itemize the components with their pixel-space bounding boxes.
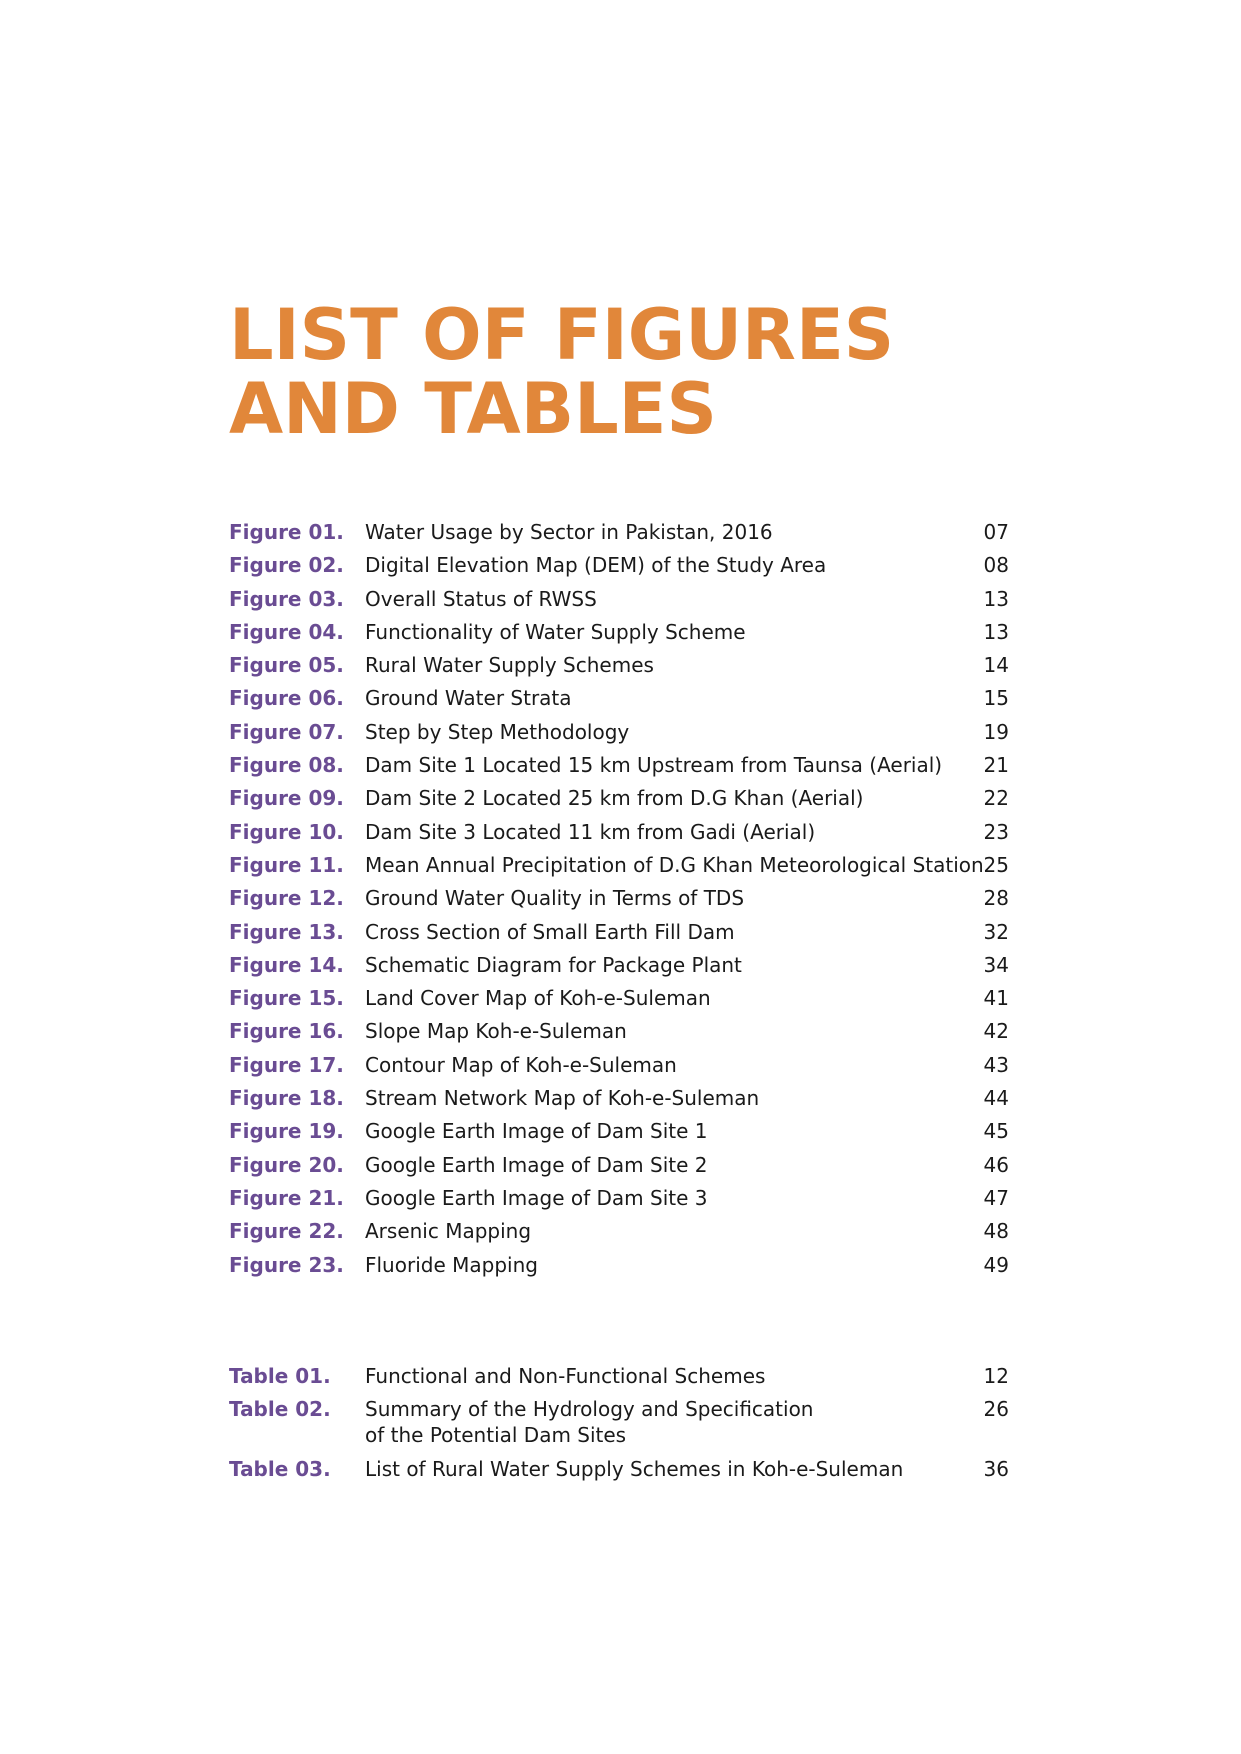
entry-title: Fluoride Mapping — [365, 1252, 538, 1277]
entry-label: Figure 12. — [229, 886, 344, 911]
figure-entry[interactable] — [229, 816, 1009, 849]
entry-title: Schematic Diagram for Package Plant — [365, 952, 742, 977]
entry-label: Figure 17. — [229, 1052, 344, 1077]
figure-entry[interactable] — [229, 616, 1009, 649]
entry-title: Step by Step Methodology — [365, 719, 630, 744]
entry-label: Table 03. — [229, 1457, 331, 1482]
entry-title: Water Usage by Sector in Pakistan, 2016 — [365, 520, 773, 544]
entry-title: Contour Map of Koh-e-Suleman — [365, 1052, 677, 1077]
entry-label: Table 02. — [229, 1397, 331, 1422]
entry-label: Figure 10. — [229, 819, 344, 844]
entry-page: 13 — [983, 619, 1009, 644]
entry-page: 49 — [983, 1252, 1009, 1277]
entry-page: 43 — [983, 1052, 1009, 1077]
entry-page: 23 — [983, 819, 1009, 844]
list-of-tables — [229, 1360, 1009, 1487]
entry-title: Ground Water Strata — [365, 686, 572, 711]
figure-entry[interactable] — [229, 1015, 1009, 1048]
entry-label: Figure 07. — [229, 719, 344, 744]
figure-entry[interactable] — [229, 1215, 1009, 1248]
figure-entry[interactable] — [229, 849, 1009, 882]
figure-entry[interactable] — [229, 882, 1009, 915]
entry-page: 42 — [983, 1019, 1009, 1044]
entry-title: Ground Water Quality in Terms of TDS — [365, 886, 745, 911]
figure-entry[interactable] — [229, 1249, 1009, 1282]
entry-label: Figure 02. — [229, 553, 344, 578]
entry-title: Rural Water Supply Schemes — [365, 653, 654, 678]
entry-label: Figure 13. — [229, 919, 344, 944]
entry-title: Slope Map Koh-e-Suleman — [365, 1019, 627, 1044]
table-entry[interactable] — [229, 1393, 1009, 1453]
entry-title — [365, 1393, 965, 1448]
entry-page: 36 — [983, 1457, 1009, 1482]
entry-title: Digital Elevation Map (DEM) of the Study Area — [365, 553, 827, 578]
entry-title: Functional and Non-Functional Schemes — [365, 1364, 766, 1388]
entry-title: Arsenic Mapping — [365, 1219, 532, 1244]
entry-title: Overall Status of RWSS — [365, 586, 597, 611]
page-title — [229, 294, 895, 450]
entry-label: Table 01. — [229, 1364, 331, 1388]
figure-entry[interactable] — [229, 749, 1009, 782]
table-entry[interactable] — [229, 1453, 1009, 1486]
entry-label: Figure 14. — [229, 952, 344, 977]
figure-entry[interactable] — [229, 1149, 1009, 1182]
entry-page: 07 — [983, 520, 1009, 544]
entry-page: 41 — [983, 986, 1009, 1011]
entry-label: Figure 04. — [229, 619, 344, 644]
figure-entry[interactable] — [229, 916, 1009, 949]
entry-title: Google Earth Image of Dam Site 1 — [365, 1119, 708, 1144]
entry-title: Land Cover Map of Koh-e-Suleman — [365, 986, 711, 1011]
figure-entry[interactable] — [229, 516, 1009, 549]
page-title-line-1: LIST OF FIGURES — [229, 294, 895, 376]
entry-title: Stream Network Map of Koh-e-Suleman — [365, 1086, 760, 1111]
figure-entry[interactable] — [229, 549, 1009, 582]
entry-page: 46 — [983, 1152, 1009, 1177]
entry-title: Cross Section of Small Earth Fill Dam — [365, 919, 735, 944]
entry-label: Figure 21. — [229, 1185, 344, 1210]
entry-page: 13 — [983, 586, 1009, 611]
entry-page: 22 — [983, 786, 1009, 811]
entry-label: Figure 05. — [229, 653, 344, 678]
entry-title: Mean Annual Precipitation of D.G Khan Meteorological Station — [365, 852, 984, 877]
entry-label: Figure 15. — [229, 986, 344, 1011]
figure-entry[interactable] — [229, 1115, 1009, 1148]
entry-label: Figure 18. — [229, 1086, 344, 1111]
entry-label: Figure 08. — [229, 753, 344, 778]
figure-entry[interactable] — [229, 1082, 1009, 1115]
entry-title-line-2: of the Potential Dam Sites — [365, 1423, 627, 1448]
entry-label: Figure 20. — [229, 1152, 344, 1177]
figure-entry[interactable] — [229, 583, 1009, 616]
entry-label: Figure 03. — [229, 586, 344, 611]
entry-page: 34 — [983, 952, 1009, 977]
entry-page: 47 — [983, 1185, 1009, 1210]
figure-entry[interactable] — [229, 949, 1009, 982]
entry-page: 14 — [983, 653, 1009, 678]
entry-label: Figure 01. — [229, 520, 344, 544]
figure-entry[interactable] — [229, 782, 1009, 815]
entry-page: 15 — [983, 686, 1009, 711]
entry-label: Figure 22. — [229, 1219, 344, 1244]
table-entry[interactable] — [229, 1360, 1009, 1393]
entry-label: Figure 11. — [229, 852, 344, 877]
entry-page: 45 — [983, 1119, 1009, 1144]
figure-entry[interactable] — [229, 682, 1009, 715]
entry-title: Dam Site 1 Located 15 km Upstream from Taunsa (Aerial) — [365, 753, 943, 778]
entry-page: 44 — [983, 1086, 1009, 1111]
figure-entry[interactable] — [229, 1049, 1009, 1082]
figure-entry[interactable] — [229, 716, 1009, 749]
entry-label: Figure 09. — [229, 786, 344, 811]
entry-page: 25 — [983, 852, 1009, 877]
figure-entry[interactable] — [229, 649, 1009, 682]
entry-page: 12 — [983, 1364, 1009, 1388]
entry-label: Figure 19. — [229, 1119, 344, 1144]
entry-title-line-1: Summary of the Hydrology and Specification — [365, 1397, 814, 1422]
entry-title: Dam Site 2 Located 25 km from D.G Khan (Aerial) — [365, 786, 864, 811]
entry-page: 28 — [983, 886, 1009, 911]
list-of-figures — [229, 516, 1009, 1282]
figure-entry[interactable] — [229, 1182, 1009, 1215]
entry-page: 21 — [983, 753, 1009, 778]
entry-title: Google Earth Image of Dam Site 3 — [365, 1185, 708, 1210]
entry-page: 08 — [983, 553, 1009, 578]
entry-title: Google Earth Image of Dam Site 2 — [365, 1152, 708, 1177]
entry-title: Dam Site 3 Located 11 km from Gadi (Aerial) — [365, 819, 816, 844]
entry-title: Functionality of Water Supply Scheme — [365, 619, 746, 644]
entry-label: Figure 23. — [229, 1252, 344, 1277]
entry-title: List of Rural Water Supply Schemes in Koh-e-Suleman — [365, 1457, 904, 1482]
entry-page: 19 — [983, 719, 1009, 744]
page-title-line-2: AND TABLES — [229, 368, 717, 450]
entry-page: 32 — [983, 919, 1009, 944]
entry-label: Figure 06. — [229, 686, 344, 711]
figure-entry[interactable] — [229, 982, 1009, 1015]
entry-page: 26 — [983, 1397, 1009, 1422]
entry-page: 48 — [983, 1219, 1009, 1244]
entry-label: Figure 16. — [229, 1019, 344, 1044]
